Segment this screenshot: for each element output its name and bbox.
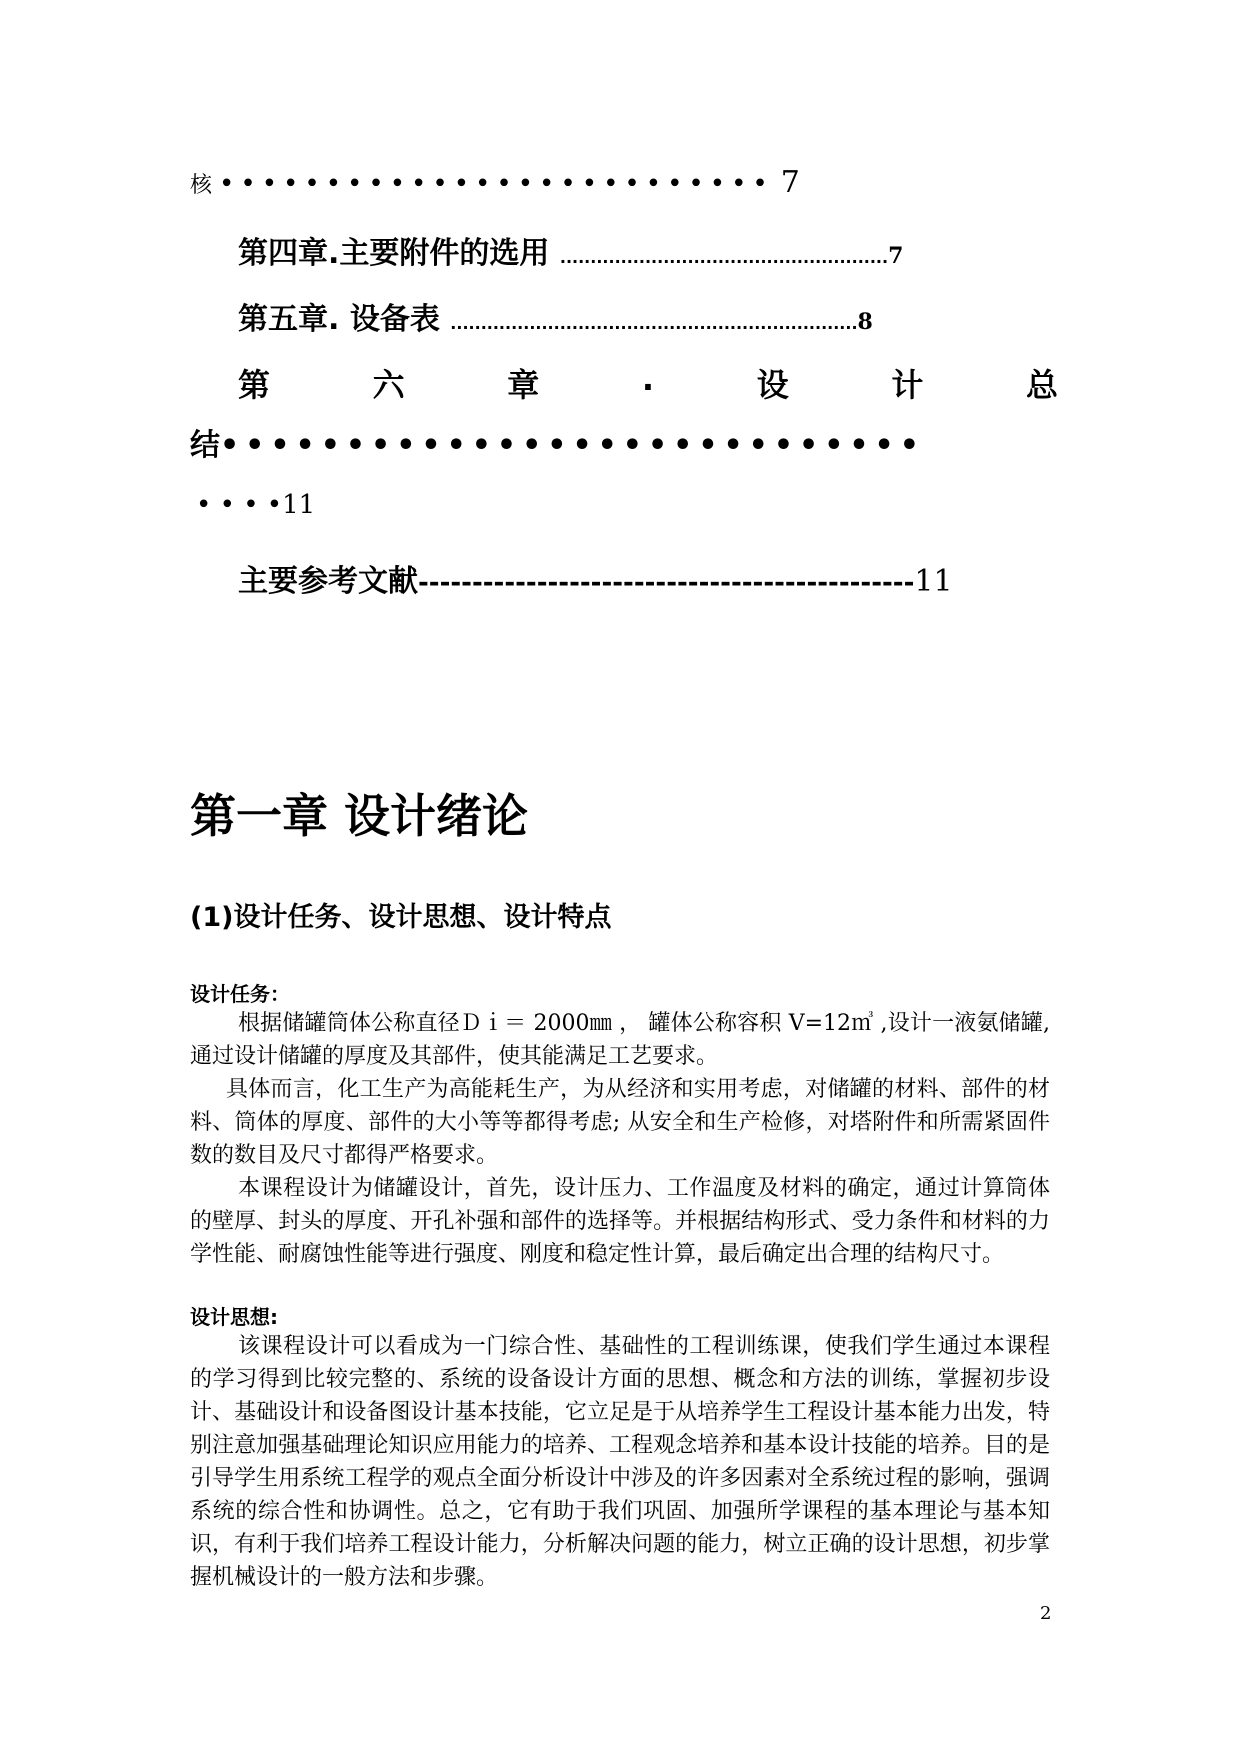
toc-chapter-5-leader: ................................................................... (450, 314, 858, 333)
toc-chapter-4-page: 7 (888, 243, 904, 269)
toc-chapter-4-leader: ...................................................... (559, 248, 889, 267)
toc-row-references[interactable] (238, 556, 953, 600)
toc-chapter-6-char: 第 (238, 366, 271, 404)
toc-chapter-4-title: 第四章.主要附件的选用 (238, 236, 550, 271)
toc-row-char: 核 (190, 173, 213, 198)
toc-chapter-6-char: 六 (372, 366, 405, 404)
design-task-label: 设计任务： (190, 982, 290, 1006)
thought-paragraph: 该课程设计可以看成为一门综合性、基础性的工程训练课，使我们学生通过本课程的学习得到比较完整的、系统的设备设计方面的思想、概念和方法的训练，掌握初步设计、基础设计和设备图设计基本技能，它立足是于从培养学生工程设计基本能力出发，特别注意加强基础理论知识应用能力的培养、工程观念培养和基本设计技能的培养。目的是引导学生用系统工程学的观点全面分析设计中涉及的许多因素对全系统过程的影响，强调系统的综合性和协调性。总之，它有助于我们巩固、加强所学课程的基本理论与基本知识，有利于我们培养工程设计能力，分析解决问题的能力，树立正确的设计思想，初步掌握机械设计的一般方法和步骤。 (190, 1334, 1050, 1590)
toc-row-chapter-5[interactable] (238, 294, 873, 338)
toc-row-chapter-6[interactable] (238, 360, 1058, 406)
toc-chapter-6-cont-char: 结 (190, 428, 220, 463)
toc-chapter-6-char: 计 (891, 366, 924, 404)
toc-chapter-6-continuation (190, 420, 925, 464)
toc-references-page: 11 (914, 564, 953, 599)
toc-chapter-6-char: 设 (756, 366, 789, 404)
toc-chapter-5-title: 第五章. 设备表 (238, 302, 440, 337)
section-heading: (1)设计任务、设计思想、设计特点 (190, 902, 612, 933)
task-paragraph: 具体而言，化工生产为高能耗生产，为从经济和实用考虑，对储罐的材料、部件的材料、筒体的厚度、部件的大小等等都得考虑; 从安全和生产检修，对塔附件和所需紧固件数的数目及尺寸都得严格要求。 (190, 1077, 1050, 1168)
toc-references-title: 主要参考文献 (238, 564, 418, 599)
toc-chapter-5-page: 8 (857, 309, 873, 335)
toc-row-chapter-4[interactable] (238, 228, 903, 272)
toc-chapter-6-cont-dots: •••••••••••••••••••••••••••• (220, 428, 925, 463)
toc-row-dots: •••••••••••••••••••••••••• (219, 169, 774, 199)
toc-chapter-6-char: 章 (507, 366, 540, 404)
toc-row-continuation (190, 165, 800, 200)
toc-row-page: 7 (780, 165, 800, 200)
chapter-heading: 第一章 设计绪论 (190, 789, 529, 843)
page-number: 2 (1040, 1603, 1052, 1624)
toc-chapter-6-tail: • • • •11 (196, 490, 316, 520)
toc-references-leader: ---------------------------------------------- (418, 568, 915, 598)
task-paragraph: 本课程设计为储罐设计，首先，设计压力、工作温度及材料的确定，通过计算筒体的壁厚、封头的厚度、开孔补强和部件的选择等。并根据结构形式、受力条件和材料的力学性能、耐腐蚀性能等进行强度、刚度和稳定性计算，最后确定出合理的结构尺寸。 (190, 1176, 1050, 1267)
task-paragraph: 根据储罐筒体公称直径Ｄｉ＝ 2000㎜ ， 罐体公称容积 V=12㎥ ,设计一液氨储罐,通过设计储罐的厚度及其部件，使其能满足工艺要求。 (190, 1011, 1050, 1069)
toc-chapter-6-char: 总 (1025, 366, 1058, 404)
toc-chapter-6-char: . (641, 360, 655, 398)
design-thought-label: 设计思想: (190, 1305, 278, 1329)
